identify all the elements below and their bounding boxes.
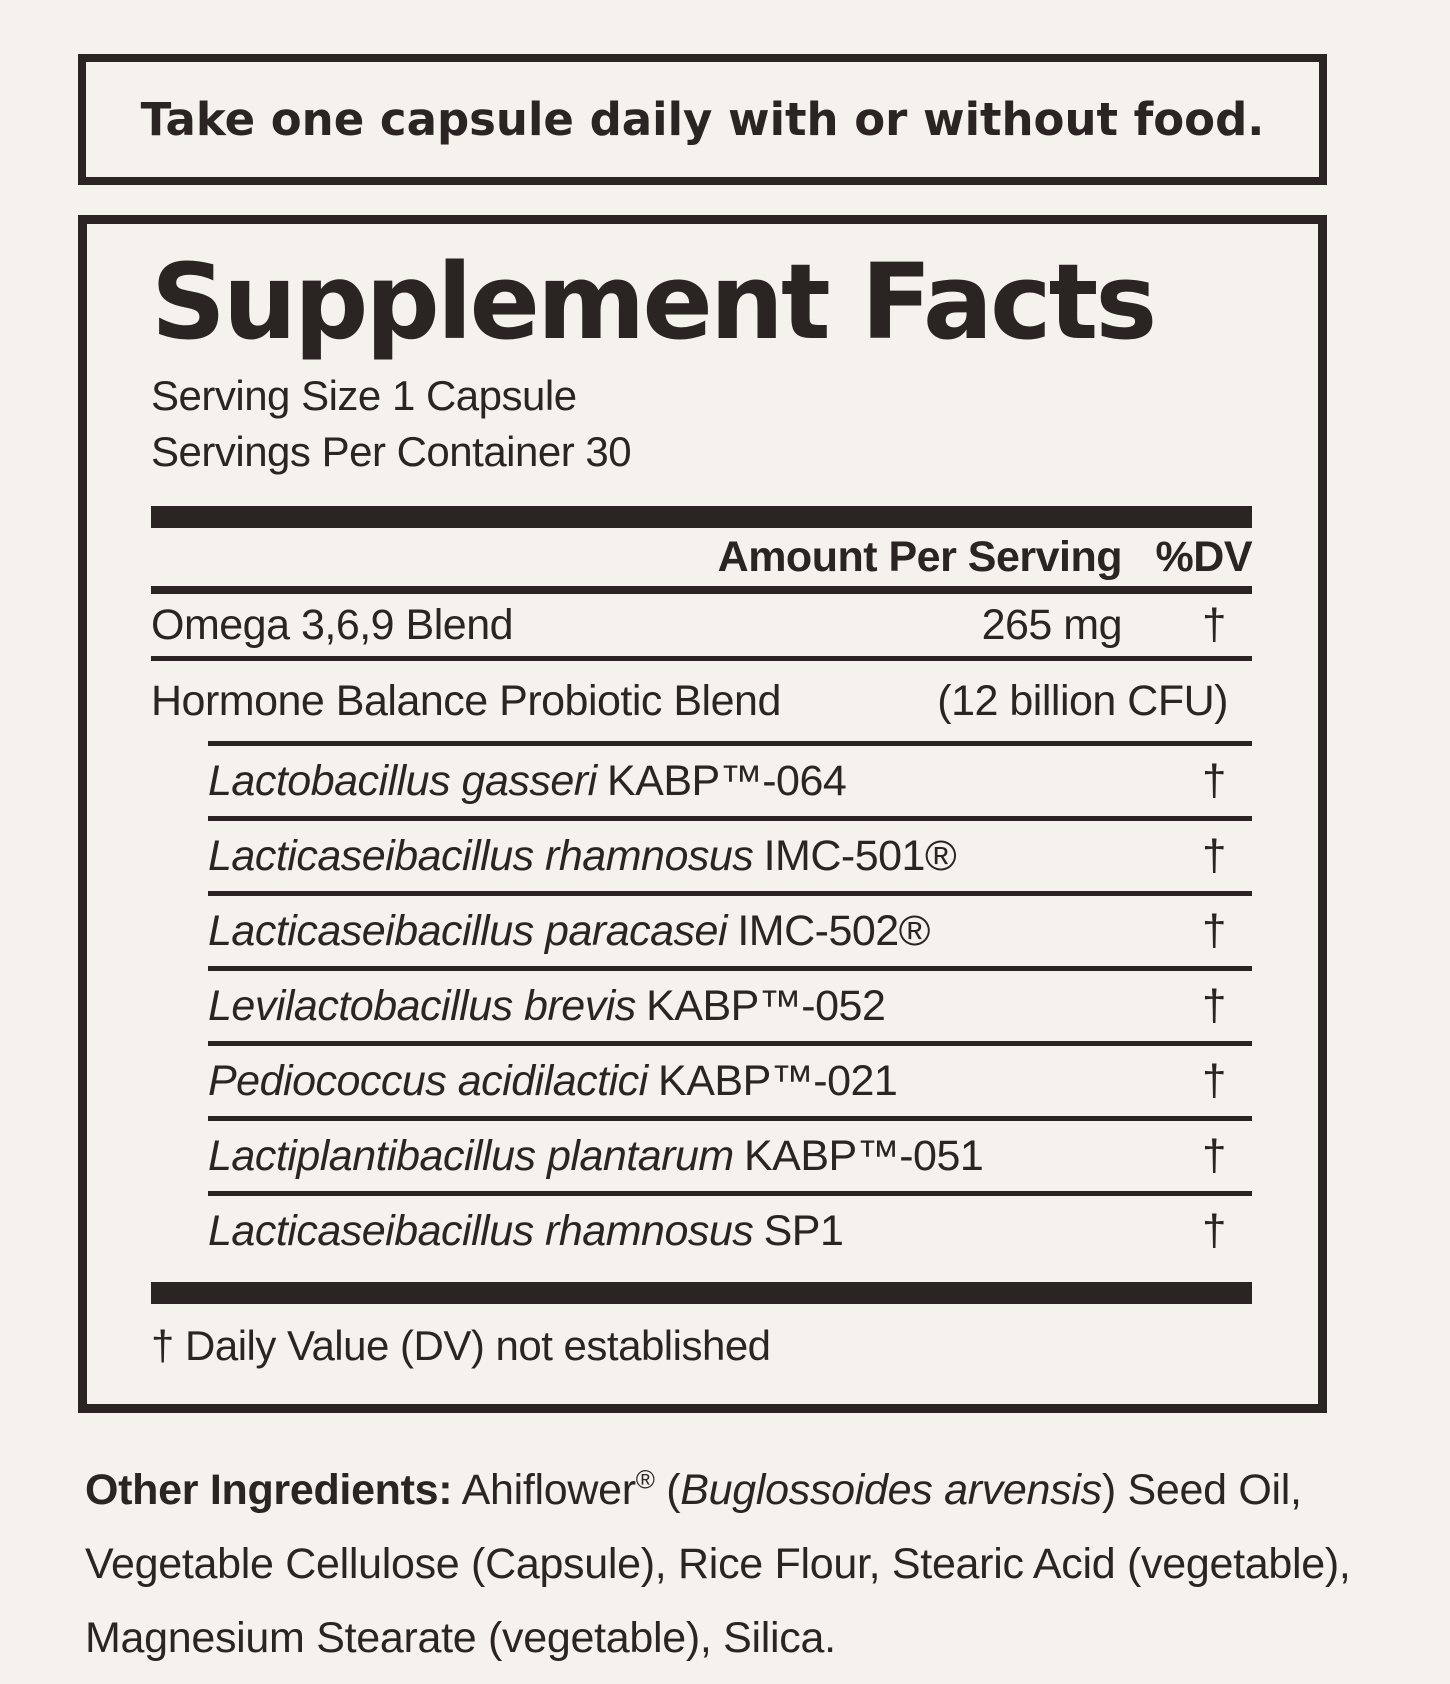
ingredient-dv: † [1202, 600, 1226, 649]
strain-code: KABP™-051 [744, 1131, 984, 1180]
directions-banner [78, 54, 1327, 185]
other-ingredients-text-2: ( [654, 1466, 681, 1514]
strain-species: Lacticaseibacillus rhamnosus [208, 831, 754, 880]
table-header [151, 528, 1252, 586]
strain-dv: † [1202, 1056, 1226, 1105]
serving-info [151, 368, 1252, 480]
table-row-strain [151, 971, 1252, 1041]
strain-species: Lactobacillus gasseri [208, 756, 597, 805]
strain-name [151, 982, 1122, 1031]
strain-code: KABP™-052 [646, 981, 886, 1030]
strain-code: IMC-501® [763, 831, 957, 880]
table-row-probiotic-blend [151, 661, 1252, 741]
table-row-strain [151, 896, 1252, 966]
divider-thick-bottom [151, 1282, 1252, 1304]
other-ingredients-species: Buglossoides arvensis [680, 1466, 1102, 1514]
table-row-strain [151, 746, 1252, 816]
ingredient-amount: 265 mg [981, 600, 1122, 649]
strain-name [151, 1057, 1122, 1106]
servings-per-container: Servings Per Container 30 [151, 428, 632, 475]
ingredient-name: Omega 3,6,9 Blend [151, 600, 514, 649]
strain-species: Levilactobacillus brevis [208, 981, 636, 1030]
strain-dv: † [1202, 1131, 1226, 1180]
table-row-omega-blend [151, 594, 1252, 656]
strain-dv: † [1202, 1206, 1226, 1255]
table-row-strain [151, 1196, 1252, 1266]
strain-species: Lacticaseibacillus rhamnosus [208, 1206, 754, 1255]
ingredient-name: Hormone Balance Probiotic Blend [151, 676, 781, 725]
header-amount-per-serving: Amount Per Serving [717, 532, 1122, 581]
strain-name [151, 757, 1122, 806]
strain-species: Pediococcus acidilactici [208, 1056, 648, 1105]
ingredient-amount: (12 billion CFU) [937, 676, 1228, 725]
serving-size: Serving Size 1 Capsule [151, 372, 577, 419]
other-ingredients-text-3: ) Seed Oil, Vegetable Cellulose (Capsule), Rice Flour, Stearic Acid (vegetable), Magnesium Stearate (vegetable), Silica. [85, 1466, 1351, 1662]
divider-thick-top [151, 506, 1252, 528]
strain-name [151, 907, 1122, 956]
strain-code: SP1 [763, 1206, 844, 1255]
strain-dv: † [1202, 981, 1226, 1030]
strain-code: KABP™-064 [606, 756, 847, 805]
header-dv: %DV [1155, 532, 1252, 581]
other-ingredients-text-1: Ahiflower [452, 1466, 636, 1514]
strain-name [151, 832, 1122, 881]
table-row-strain [151, 1046, 1252, 1116]
dv-footnote: † Daily Value (DV) not established [151, 1322, 771, 1369]
strain-species: Lactiplantibacillus plantarum [208, 1131, 734, 1180]
strain-species: Lacticaseibacillus paracasei [208, 906, 728, 955]
strain-code: IMC-502® [737, 906, 930, 955]
supplement-facts-panel [78, 215, 1327, 1413]
registered-mark: ® [635, 1464, 655, 1495]
strain-dv: † [1202, 906, 1226, 955]
strain-dv: † [1202, 831, 1226, 880]
strain-code: KABP™-021 [658, 1056, 898, 1105]
other-ingredients [85, 1453, 1372, 1675]
directions-text: Take one capsule daily with or without food. [140, 93, 1265, 146]
table-row-strain [151, 821, 1252, 891]
strain-dv: † [1202, 756, 1226, 805]
table-row-strain [151, 1121, 1252, 1191]
other-ingredients-label: Other Ingredients: [85, 1466, 453, 1514]
divider-heavy [151, 586, 1252, 594]
strain-name [151, 1207, 1122, 1256]
panel-title: Supplement Facts [151, 241, 1155, 363]
strain-name [151, 1132, 1122, 1181]
